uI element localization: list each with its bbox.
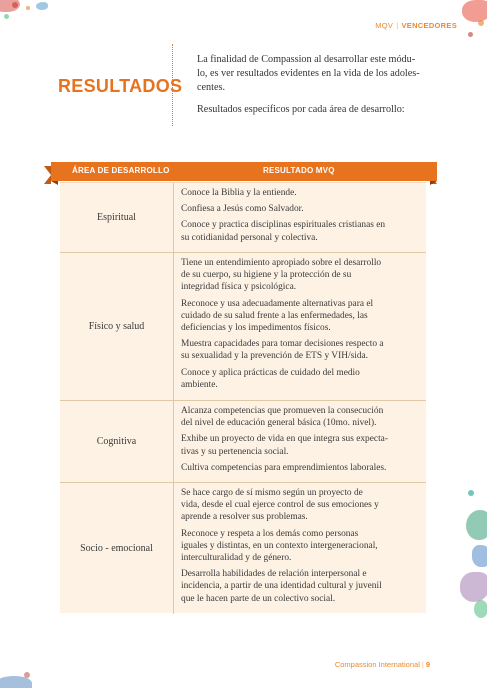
ribbon-fold-left [51, 181, 58, 185]
result-item [181, 257, 416, 294]
ribbon-tail-left [44, 166, 51, 184]
paint-splash-decoration [36, 2, 48, 10]
result-line: Confiesa a Jesús como Salvador. [181, 204, 304, 215]
running-header [375, 21, 457, 30]
result-line: incidencia, a partir de una identidad cultural y juvenil [181, 581, 382, 592]
paint-splash-decoration [460, 572, 487, 602]
section-title: RESULTADOS [58, 76, 183, 96]
result-item [181, 367, 416, 391]
result-item [181, 487, 416, 524]
intro-paragraph [197, 53, 439, 95]
footer-separator: | [421, 660, 424, 669]
result-item [181, 568, 416, 605]
intro-line: lo, es ver resultados evidentes en la vida de los adoles- [197, 68, 420, 79]
paint-splash-decoration [468, 32, 473, 37]
results-cell [181, 183, 416, 244]
result-line: Se hace cargo de sí mismo según un proyecto de [181, 488, 363, 498]
result-line: que le hacen parte de un colectivo social. [181, 593, 336, 604]
result-item [181, 219, 416, 243]
results-cell [181, 483, 416, 605]
results-cell [181, 401, 416, 474]
page-number: 9 [425, 660, 430, 669]
result-line: iguales y distintas, en un contexto intergeneracional, [181, 540, 378, 551]
paint-splash-decoration [468, 490, 474, 496]
result-line: vida, desde el cual ejerce control de sus emociones y [181, 500, 379, 511]
result-item [181, 405, 416, 429]
intro-text [197, 53, 439, 117]
page-footer [335, 660, 430, 669]
intro-subtitle: Resultados específicos por cada área de desarrollo: [197, 104, 405, 115]
result-line: Tiene un entendimiento apropiado sobre el desarrollo [181, 258, 382, 268]
table-row-espiritual [60, 183, 426, 253]
result-line: Conoce la Biblia y la entiende. [181, 188, 297, 198]
result-item [181, 187, 416, 199]
paint-splash-decoration [478, 20, 484, 26]
column-header-result: RESULTADO MVQ [263, 166, 335, 175]
table-row-socio-emocional [60, 483, 426, 614]
result-line: tivas y su pertenencia social. [181, 446, 289, 457]
result-line: del nivel de educación general básica (10mo. nivel). [181, 418, 377, 429]
paint-splash-decoration [24, 672, 30, 678]
paint-splash-decoration [466, 510, 487, 540]
intro-line: centes. [197, 82, 226, 93]
area-cell: Socio - emocional [60, 483, 174, 614]
result-line: integridad física y psicológica. [181, 282, 297, 293]
result-line: de su cuerpo, su higiene y la protección de su [181, 270, 352, 281]
paint-splash-decoration [26, 6, 30, 10]
result-line: Conoce y practica disciplinas espirituales cristianas en [181, 220, 386, 231]
result-line: Cultiva competencias para emprendimientos laborales. [181, 462, 387, 473]
header-separator: | [396, 21, 399, 30]
header-brand: MQV [375, 21, 394, 30]
table-row-fisico-salud [60, 253, 426, 401]
area-cell: Cognitiva [60, 401, 174, 482]
result-line: Exhibe un proyecto de vida en que integra sus expecta- [181, 434, 388, 445]
area-cell: Espiritual [60, 183, 174, 252]
result-line: Conoce y aplica prácticas de cuidado del medio [181, 367, 360, 378]
paint-splash-decoration [4, 14, 9, 19]
result-item [181, 203, 416, 215]
result-line: deficiencias y los impedimentos físicos. [181, 323, 331, 334]
result-line: Muestra capacidades para tomar decisiones respecto a [181, 339, 384, 350]
result-item [181, 433, 416, 457]
result-line: cuidado de su salud frente a las enfermedades, las [181, 310, 368, 321]
result-item [181, 462, 416, 474]
paint-splash-decoration [12, 2, 18, 8]
result-line: ambiente. [181, 379, 218, 390]
area-cell: Físico y salud [60, 253, 174, 400]
result-line: interculturalidad y de género. [181, 553, 292, 564]
result-item [181, 298, 416, 335]
paint-splash-decoration [472, 545, 487, 567]
table-row-cognitiva [60, 401, 426, 483]
intro-line: La finalidad de Compassion al desarrollar este módu- [197, 54, 416, 65]
result-line: Reconoce y usa adecuadamente alternativas para el [181, 298, 374, 309]
paint-splash-decoration [462, 0, 487, 22]
result-line: Reconoce y respeta a los demás como personas [181, 528, 359, 539]
result-line: su sexualidad y la prevención de ETS y VIH/sida. [181, 351, 369, 362]
result-line: Desarrolla habilidades de relación interpersonal e [181, 569, 367, 580]
header-section: VENCEDORES [401, 21, 457, 30]
column-header-area: ÁREA DE DESARROLLO [72, 166, 170, 175]
dotted-divider [172, 44, 173, 126]
result-item [181, 528, 416, 565]
ribbon-fold-right [430, 181, 437, 185]
result-line: aprende a resolver sus problemas. [181, 512, 308, 523]
results-table [60, 182, 426, 613]
results-cell [181, 253, 416, 391]
footer-org: Compassion International [334, 660, 420, 669]
result-line: Alcanza competencias que promueven la consecución [181, 406, 384, 416]
result-item [181, 338, 416, 362]
result-line: su cotidianidad personal y colectiva. [181, 232, 318, 243]
paint-splash-decoration [474, 600, 487, 618]
